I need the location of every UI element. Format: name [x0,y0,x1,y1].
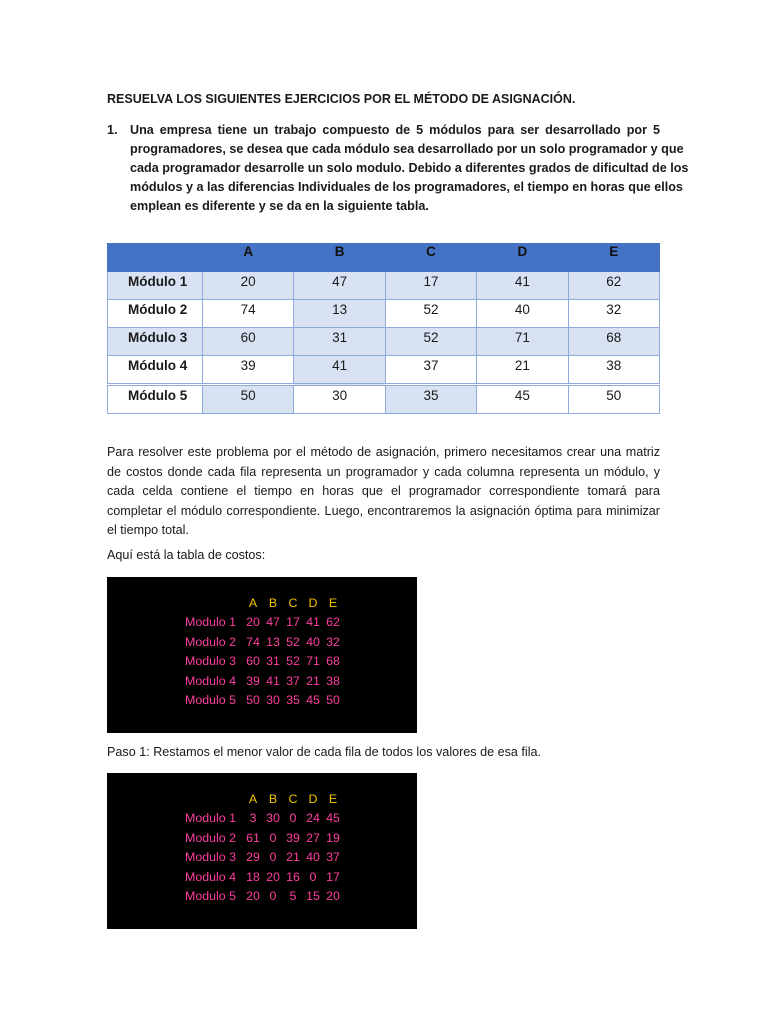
console-row [107,831,417,850]
table-cell: 31 [294,328,385,356]
table-header-cell: C [385,244,476,272]
table-cell: 40 [477,300,568,328]
console-row-label: Modulo 1 [185,615,236,629]
table-cell: 47 [294,272,385,300]
table-header-cell: A [203,244,294,272]
console-value: 45 [326,811,340,825]
console-value: 39 [286,830,300,845]
console-value: 74 [246,634,260,649]
console-column-header: C [288,596,298,610]
paragraph-line: de costos donde cada fila representa un programador y cada columna representa un módulo, y [107,464,660,479]
console-value: 68 [326,654,340,668]
table-cell: 17 [385,272,476,300]
console-value: 45 [306,693,320,707]
table-cell: 50 [568,385,659,414]
console-value: 32 [326,634,340,649]
console-row-label: Modulo 2 [185,634,236,649]
console-value: 5 [289,889,297,903]
table-row [108,385,660,414]
console-value: 30 [266,693,280,707]
console-value: 52 [286,634,300,649]
table-cell: 35 [385,385,476,414]
paragraph-line: el tiempo total. [107,523,189,537]
console-value: 20 [266,869,280,884]
exercise-line: emplean es diferente y se da en la siguiente tabla. [130,199,429,213]
table-header-row [108,244,660,272]
console-row-label: Modulo 5 [185,889,236,903]
table-cell: 41 [477,272,568,300]
step-1-caption: Paso 1: Restamos el menor valor de cada fila de todos los valores de esa fila. [107,745,542,759]
console-row-label: Modulo 1 [185,811,236,825]
table-cell: 37 [385,356,476,385]
console-row [107,811,417,830]
table-cell: 38 [568,356,659,385]
paragraph-line: completar el módulo correspondiente. Luego, encontraremos la asignación óptima para minimizar [107,503,660,518]
console-value: 15 [306,889,320,903]
exercise-1 [107,121,689,216]
console-header-row [107,792,417,811]
console-value: 17 [326,869,340,884]
console-value: 40 [306,634,320,649]
cost-table-caption: Aquí está la tabla de costos: [107,548,266,562]
console-value: 27 [306,830,320,845]
cost-matrix-console [107,577,417,733]
console-row [107,654,417,673]
console-row [107,635,417,654]
console-column-header: C [288,792,298,806]
console-row-label: Modulo 4 [185,869,236,884]
console-value: 0 [309,869,317,884]
console-value: 3 [249,811,257,825]
paragraph-line: cada celda contiene el tiempo en horas que el programador correspondiente tomará para [107,484,660,498]
table-cell: 13 [294,300,385,328]
console-row-label: Modulo 4 [185,673,236,688]
console-value: 13 [266,634,280,649]
table-cell: 50 [203,385,294,414]
console-column-header: A [248,792,258,806]
console-row-label: Modulo 5 [185,693,236,707]
console-value: 37 [326,850,340,864]
console-value: 39 [246,673,260,688]
console-column-header: D [308,792,318,806]
console-value: 41 [306,615,320,629]
console-value: 50 [326,693,340,707]
console-value: 0 [269,830,277,845]
table-cell: 62 [568,272,659,300]
console-row [107,615,417,634]
console-value: 37 [286,673,300,688]
paragraph-line: Para resolver este problema por el método de asignación, primero necesitamos crear una matriz [107,445,660,459]
exercise-line: Una empresa tiene un trabajo compuesto de 5 módulos para ser desarrollado por 5 [130,123,660,137]
row-label: Módulo 4 [108,356,203,385]
table-row [108,356,660,385]
console-column-header: E [328,596,338,610]
console-row-label: Modulo 2 [185,830,236,845]
console-value: 62 [326,615,340,629]
console-value: 29 [246,850,260,864]
console-column-header: B [268,792,278,806]
table-cell: 32 [568,300,659,328]
console-value: 31 [266,654,280,668]
table-cell: 60 [203,328,294,356]
console-row [107,693,417,712]
table-header-cell: E [568,244,659,272]
console-row [107,850,417,869]
console-value: 21 [286,850,300,864]
console-value: 38 [326,673,340,688]
table-header-cell: B [294,244,385,272]
document-heading: RESUELVA LOS SIGUIENTES EJERCICIOS POR EL MÉTODO DE ASIGNACIÓN. [107,92,576,106]
console-value: 20 [326,889,340,903]
console-column-header: A [248,596,258,610]
console-value: 30 [266,811,280,825]
console-value: 40 [306,850,320,864]
console-value: 0 [269,850,277,864]
console-column-header: E [328,792,338,806]
table-cell: 39 [203,356,294,385]
console-row [107,870,417,889]
console-value: 52 [286,654,300,668]
exercise-number: 1. [107,123,118,137]
table-cell: 41 [294,356,385,385]
console-value: 50 [246,693,260,707]
table-cell: 52 [385,328,476,356]
exercise-line: módulos y a las diferencias Individuales de los programadores, el tiempo en horas que ellos [130,180,683,194]
console-value: 21 [306,673,320,688]
table-cell: 21 [477,356,568,385]
table-row [108,300,660,328]
step-1-matrix-console [107,773,417,929]
table-cell: 20 [203,272,294,300]
table-cell: 68 [568,328,659,356]
table-header-cell: D [477,244,568,272]
table-row [108,272,660,300]
console-row-label: Modulo 3 [185,850,236,864]
console-row [107,674,417,693]
console-row [107,889,417,908]
exercise-line: programadores, se desea que cada módulo sea desarrollado por un solo programador y que [130,142,684,156]
console-value: 60 [246,654,260,668]
console-value: 0 [269,889,277,903]
console-value: 20 [246,615,260,629]
row-label: Módulo 2 [108,300,203,328]
row-label: Módulo 3 [108,328,203,356]
table-cell: 71 [477,328,568,356]
exercise-text [130,121,689,216]
console-header-row [107,596,417,615]
explanation-paragraph [107,443,660,541]
table-cell: 30 [294,385,385,414]
console-value: 35 [286,693,300,707]
console-column-header: B [268,596,278,610]
console-value: 24 [306,811,320,825]
console-value: 0 [289,811,297,825]
console-value: 18 [246,869,260,884]
console-value: 47 [266,615,280,629]
console-value: 41 [266,673,280,688]
console-value: 17 [286,615,300,629]
console-row-label: Modulo 3 [185,654,236,668]
row-label: Módulo 1 [108,272,203,300]
table-cell: 45 [477,385,568,414]
row-label: Módulo 5 [108,385,203,414]
table-header-cell [108,244,203,272]
console-value: 71 [306,654,320,668]
table-row [108,328,660,356]
console-value: 16 [286,869,300,884]
time-table [107,243,660,414]
table-cell: 74 [203,300,294,328]
table-cell: 52 [385,300,476,328]
console-column-header: D [308,596,318,610]
exercise-line: cada programador desarrolle un solo modulo. Debido a diferentes grados de dificultad de los [130,161,689,175]
console-value: 20 [246,889,260,903]
console-value: 61 [246,830,260,845]
console-value: 19 [326,830,340,845]
